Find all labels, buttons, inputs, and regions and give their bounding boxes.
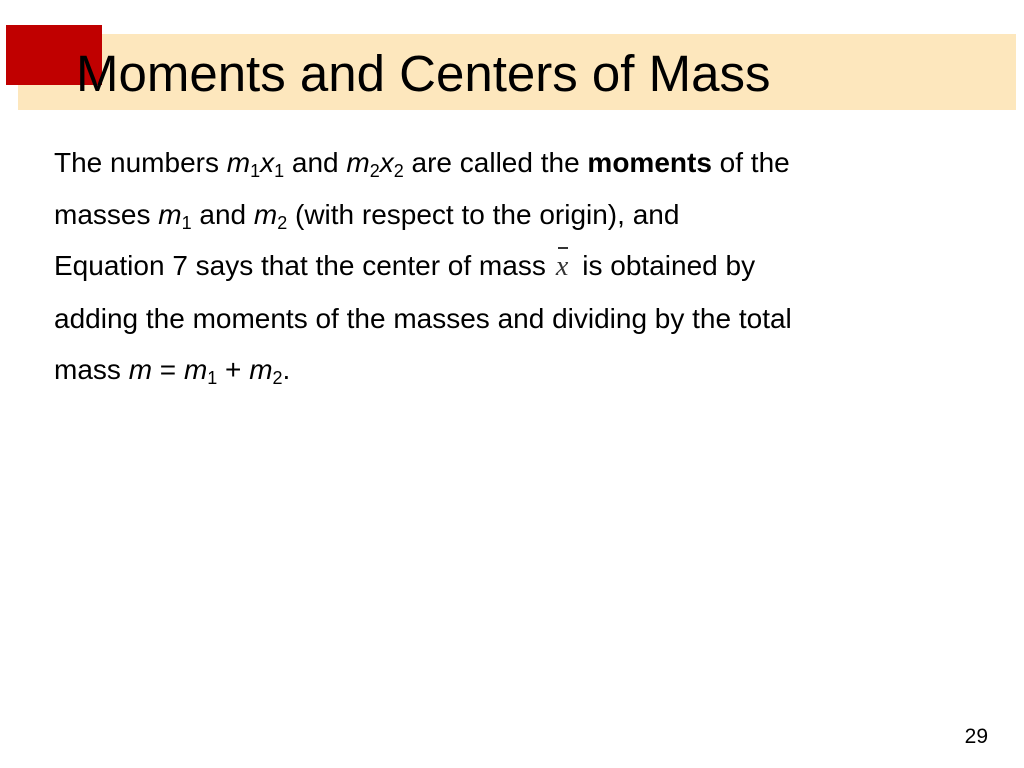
text-run: The numbers [54, 147, 227, 178]
subscript: 2 [277, 212, 288, 233]
text-run: and [284, 147, 347, 178]
math-var-m: m [226, 147, 251, 178]
body-paragraph [54, 137, 984, 396]
body-line-3 [54, 240, 984, 293]
slide-title: Moments and Centers of Mass [76, 45, 771, 102]
body-line-5 [54, 344, 984, 396]
plus-sign: + [217, 354, 250, 385]
body-line-4 [54, 293, 984, 345]
text-run: masses [54, 198, 159, 230]
math-var-m: m [346, 147, 370, 178]
math-var-m: m [128, 354, 153, 385]
text-run: is obtained by [582, 250, 756, 281]
math-var-m: m [183, 354, 208, 385]
equals-sign: = [152, 354, 184, 385]
subscript: 1 [274, 161, 285, 181]
subscript: 1 [181, 212, 192, 233]
text-run: are called the [403, 147, 588, 178]
body-line-2 [54, 189, 984, 241]
subscript: 1 [207, 368, 218, 388]
text-run: (with respect to the origin), and [287, 198, 680, 230]
subscript: 2 [393, 161, 404, 181]
text-run: and [191, 198, 254, 230]
page-number: 29 [964, 725, 988, 748]
math-var-x: x [260, 147, 275, 178]
x-bar-symbol: x [556, 241, 568, 293]
body-line-1 [54, 137, 984, 189]
subscript: 2 [369, 161, 380, 181]
text-run: . [282, 354, 291, 385]
subscript: 1 [250, 161, 261, 181]
math-var-m: m [253, 198, 278, 230]
text-run: of the [711, 147, 790, 178]
math-var-x: x [379, 147, 394, 178]
text-run: adding the moments of the masses and dividing by the total [54, 302, 792, 334]
math-var-m: m [249, 354, 273, 385]
math-var-m: m [158, 198, 182, 230]
subscript: 2 [272, 368, 283, 388]
text-run: Equation 7 says that the center of mass [54, 250, 546, 281]
text-run: mass [54, 354, 129, 385]
term-moments: moments [587, 147, 712, 178]
